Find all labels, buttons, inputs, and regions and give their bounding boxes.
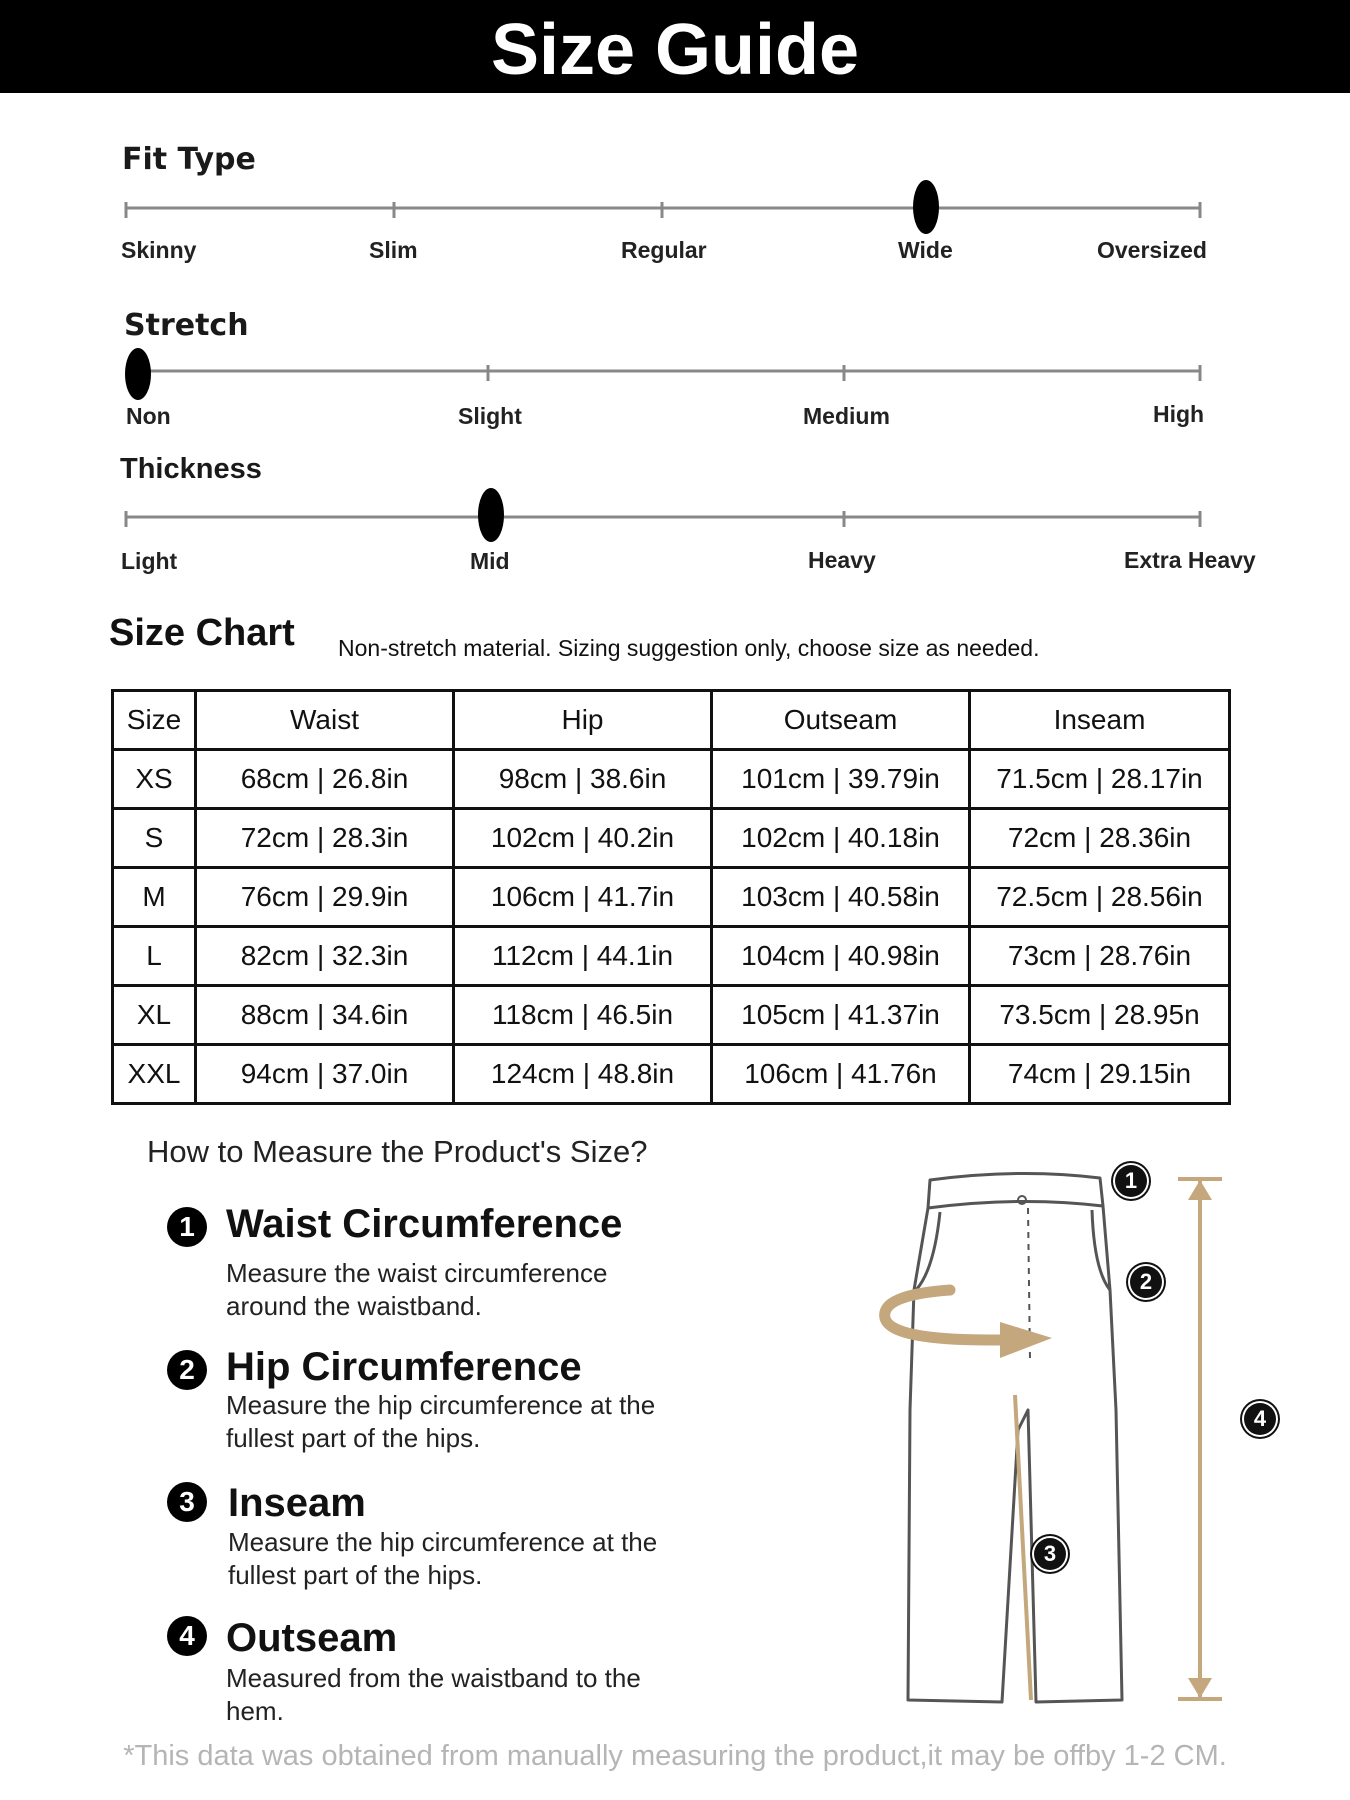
stretch-label-non: Non	[126, 403, 171, 429]
thickness-title: Thickness	[120, 453, 262, 485]
measurement-cell: 104cm | 40.98in	[712, 927, 970, 986]
thickness-marker-icon	[478, 488, 504, 542]
size-label-cell: XL	[113, 986, 196, 1045]
diagram-marker-4-icon: 4	[1244, 1403, 1276, 1435]
table-row	[113, 927, 1230, 986]
step-4-number-icon: 4	[167, 1616, 207, 1656]
thickness-label-heavy: Heavy	[808, 547, 876, 573]
measurement-cell: 101cm | 39.79in	[712, 750, 970, 809]
step-4-title: Outseam	[226, 1616, 398, 1660]
size-chart-title: Size Chart	[109, 612, 295, 654]
size-table-header-cell: Inseam	[970, 691, 1230, 750]
measurement-cell: 102cm | 40.18in	[712, 809, 970, 868]
size-table-header-cell: Outseam	[712, 691, 970, 750]
size-table-header-cell: Size	[113, 691, 196, 750]
step-1-title: Waist Circumference	[226, 1202, 623, 1246]
pants-diagram	[860, 1160, 1300, 1720]
measurement-cell: 105cm | 41.37in	[712, 986, 970, 1045]
measurement-cell: 106cm | 41.76n	[712, 1045, 970, 1104]
step-2-number-icon: 2	[167, 1350, 207, 1390]
measurement-cell: 98cm | 38.6in	[454, 750, 712, 809]
measurement-cell: 68cm | 26.8in	[196, 750, 454, 809]
table-row	[113, 986, 1230, 1045]
measurement-cell: 76cm | 29.9in	[196, 868, 454, 927]
table-row	[113, 809, 1230, 868]
double-arrow-icon	[1178, 1179, 1222, 1699]
stretch-title: Stretch	[124, 308, 249, 343]
size-label-cell: XXL	[113, 1045, 196, 1104]
table-row	[113, 868, 1230, 927]
measurement-cell: 73.5cm | 28.95n	[970, 986, 1230, 1045]
measurement-cell: 94cm | 37.0in	[196, 1045, 454, 1104]
measurement-cell: 73cm | 28.76in	[970, 927, 1230, 986]
measurement-cell: 112cm | 44.1in	[454, 927, 712, 986]
measurement-cell: 74cm | 29.15in	[970, 1045, 1230, 1104]
stretch-label-high: High	[1153, 401, 1205, 427]
measurement-cell: 124cm | 48.8in	[454, 1045, 712, 1104]
step-1-description: Measure the waist circumference around the waistband.	[226, 1258, 608, 1321]
measure-heading: How to Measure the Product's Size?	[147, 1134, 648, 1169]
fit-type-label-oversized: Oversized	[1097, 237, 1207, 263]
page-title: Size Guide	[490, 10, 860, 90]
diagram-marker-1-icon: 1	[1115, 1165, 1147, 1197]
measurement-cell: 71.5cm | 28.17in	[970, 750, 1230, 809]
step-3-description: Measure the hip circumference at the fullest part of the hips.	[228, 1527, 658, 1590]
step-3-number-icon: 3	[167, 1482, 207, 1522]
measurement-cell: 72cm | 28.3in	[196, 809, 454, 868]
footer-disclaimer: *This data was obtained from manually measuring the product,it may be offby 1-2 CM.	[123, 1740, 1227, 1772]
size-label-cell: S	[113, 809, 196, 868]
size-table-header-cell: Hip	[454, 691, 712, 750]
size-chart-note: Non-stretch material. Sizing suggestion only, choose size as needed.	[338, 635, 1040, 661]
step-2-description: Measure the hip circumference at the fullest part of the hips.	[226, 1390, 656, 1453]
thickness-label-mid: Mid	[470, 548, 510, 574]
stretch-label-slight: Slight	[458, 403, 522, 429]
measurement-cell: 102cm | 40.2in	[454, 809, 712, 868]
step-4-description: Measured from the waistband to the hem.	[226, 1663, 641, 1726]
size-table-header-cell: Waist	[196, 691, 454, 750]
measurement-cell: 72cm | 28.36in	[970, 809, 1230, 868]
fit-type-marker-icon	[913, 180, 939, 234]
thickness-label-extra-heavy: Extra Heavy	[1124, 547, 1256, 573]
fit-type-label-slim: Slim	[369, 237, 418, 263]
measurement-cell: 106cm | 41.7in	[454, 868, 712, 927]
stretch-label-medium: Medium	[803, 403, 890, 429]
stretch-scale	[0, 355, 1350, 435]
table-row	[113, 1045, 1230, 1104]
size-label-cell: L	[113, 927, 196, 986]
diagram-marker-2-icon: 2	[1130, 1266, 1162, 1298]
curved-arrow-icon	[885, 1290, 1052, 1358]
fit-type-label-skinny: Skinny	[121, 237, 197, 263]
step-1-number-icon: 1	[167, 1207, 207, 1247]
size-table-header-row	[113, 691, 1230, 750]
measurement-cell: 82cm | 32.3in	[196, 927, 454, 986]
table-row	[113, 750, 1230, 809]
measurement-cell: 118cm | 46.5in	[454, 986, 712, 1045]
fit-type-title: Fit Type	[122, 142, 256, 177]
measurement-cell: 103cm | 40.58in	[712, 868, 970, 927]
fit-type-label-regular: Regular	[621, 237, 707, 263]
measurement-cell: 72.5cm | 28.56in	[970, 868, 1230, 927]
stretch-marker-icon	[125, 348, 151, 400]
measurement-cell: 88cm | 34.6in	[196, 986, 454, 1045]
diagram-marker-3-icon: 3	[1034, 1538, 1066, 1570]
size-label-cell: XS	[113, 750, 196, 809]
step-2-title: Hip Circumference	[226, 1345, 582, 1389]
step-3-title: Inseam	[228, 1481, 366, 1525]
fit-type-label-wide: Wide	[898, 237, 953, 263]
thickness-label-light: Light	[121, 548, 178, 574]
size-table	[111, 689, 1231, 1105]
size-label-cell: M	[113, 868, 196, 927]
